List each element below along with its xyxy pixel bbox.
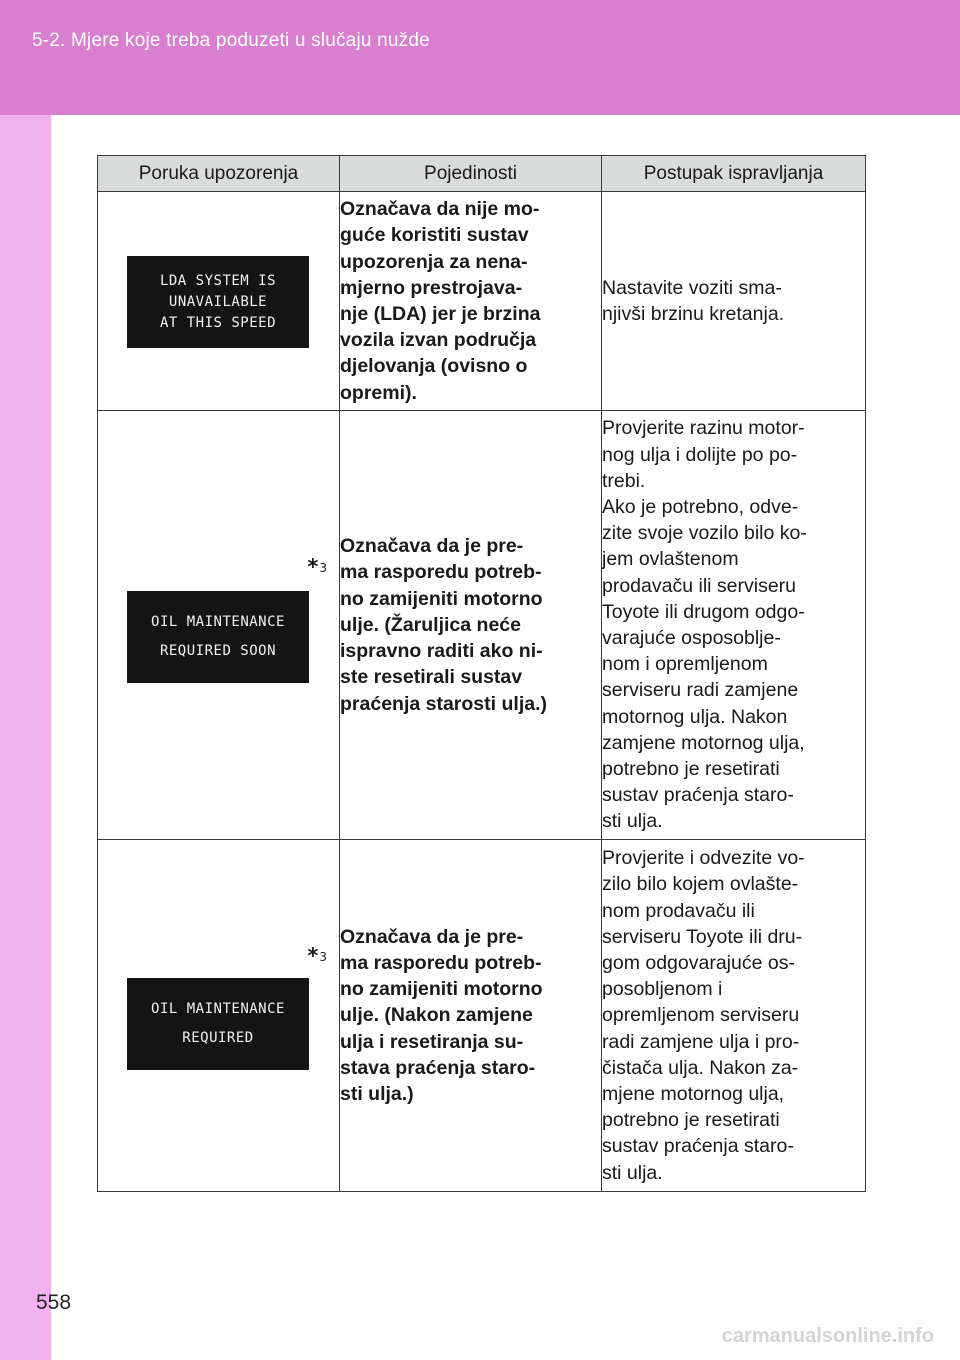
procedure-line: sustav praćenja staro- [602, 784, 794, 807]
side-strip [0, 115, 51, 1360]
procedure-line: Provjerite i odvezite vo- [602, 847, 805, 870]
details-line: no zamijeniti motorno [340, 978, 543, 1001]
details-line: nje (LDA) jer je brzina [340, 303, 541, 325]
procedure-line: čistača ulja. Nakon za- [602, 1056, 799, 1079]
footnote-number: 3 [319, 561, 327, 575]
procedure-cell [602, 411, 866, 840]
warning-display [127, 591, 309, 683]
details-line: mjerno prestrojava- [340, 276, 523, 299]
details-cell [340, 192, 602, 411]
details-line: ulje. (Nakon zamjene [340, 1004, 533, 1027]
procedure-line: radi zamjene ulja i pro- [602, 1030, 800, 1053]
procedure-cell [602, 192, 866, 411]
procedure-line: nom prodavaču ili [602, 899, 755, 922]
column-header-message: Poruka upozorenja [98, 156, 340, 192]
procedure-line: jem ovlaštenom [602, 548, 739, 571]
procedure-line: Ako je potrebno, odve- [602, 495, 799, 518]
procedure-line: motornog ulja. Nakon [602, 705, 788, 728]
column-header-procedure: Postupak ispravljanja [602, 156, 866, 192]
table-row [98, 840, 866, 1192]
procedure-line: trebi. [602, 469, 646, 492]
message-cell [98, 192, 340, 411]
details-line: ste resetirali sustav [340, 666, 523, 689]
details-line: no zamijeniti motorno [340, 587, 543, 610]
procedure-line: sti ulja. [602, 810, 663, 833]
page-number: 558 [36, 1291, 72, 1314]
procedure-line: serviseru radi zamjene [602, 679, 799, 702]
message-cell [98, 411, 340, 840]
details-line: ispravno raditi ako ni- [340, 640, 543, 663]
procedure-line: nom i opremljenom [602, 653, 768, 676]
details-line: stava praćenja staro- [340, 1056, 536, 1079]
footnote-number: 3 [319, 950, 327, 964]
procedure-line: mjene motornog ulja, [602, 1083, 785, 1105]
procedure-line: Toyote ili drugom odgo- [602, 600, 805, 623]
details-line: praćenja starosti ulja.) [340, 692, 547, 715]
display-line: OIL MAINTENANCE [151, 1001, 285, 1017]
details-line: opremi). [340, 381, 417, 404]
warning-display [127, 978, 309, 1070]
details-line: ma rasporedu potreb- [340, 561, 542, 584]
display-line: REQUIRED [182, 1030, 254, 1046]
table-row [98, 192, 866, 411]
message-cell [98, 840, 340, 1192]
procedure-line: opremljenom serviseru [602, 1004, 800, 1027]
details-line: Označava da je pre- [340, 535, 524, 558]
procedure-cell [602, 840, 866, 1192]
display-line: LDA SYSTEM IS [159, 272, 277, 289]
display-line: REQUIRED SOON [159, 643, 277, 659]
procedure-line: sustav praćenja staro- [602, 1135, 794, 1158]
procedure-line: varajuće osposoblje- [602, 627, 781, 649]
details-line: sti ulja.) [340, 1083, 414, 1105]
section-header [0, 0, 960, 115]
details-cell [340, 411, 602, 840]
procedure-line: gom odgovarajuće os- [602, 951, 795, 974]
details-line: ma rasporedu potreb- [340, 951, 542, 974]
procedure-line: sti ulja. [602, 1161, 663, 1184]
watermark: carmanualsonline.info [721, 1325, 934, 1347]
details-cell [340, 840, 602, 1192]
details-line: ulja i resetiranja su- [340, 1030, 524, 1053]
section-title: 5-2. Mjere koje treba poduzeti u slučaju nužde [32, 30, 430, 51]
warning-messages-table [97, 155, 866, 1192]
display-line: OIL MAINTENANCE [151, 614, 285, 630]
procedure-line: potrebno je resetirati [602, 1109, 780, 1132]
warning-display [127, 256, 309, 348]
details-line: ulje. (Žaruljica neće [340, 613, 521, 636]
procedure-line: prodavaču ili serviseru [602, 574, 797, 597]
procedure-line: nog ulja i dolijte po po- [602, 443, 798, 466]
details-line: Označava da nije mo- [340, 198, 540, 221]
footnote-star: $*_3$ [307, 555, 327, 579]
details-line: djelovanja (ovisno o [340, 355, 528, 378]
details-line: Označava da je pre- [340, 925, 524, 948]
details-line: guće koristiti sustav [340, 224, 529, 247]
details-line: upozorenja za nena- [340, 250, 528, 273]
procedure-line: serviseru Toyote ili dru- [602, 925, 803, 948]
display-line: UNAVAILABLE [168, 293, 268, 310]
table-header-row [98, 156, 866, 192]
procedure-line: njivši brzinu kretanja. [602, 303, 785, 325]
footnote-star: $*_3$ [307, 944, 327, 968]
procedure-line: posobljenom i [602, 978, 723, 1001]
procedure-line: Nastavite voziti sma- [602, 276, 782, 299]
column-header-details: Pojedinosti [340, 156, 602, 192]
table-row [98, 411, 866, 840]
procedure-line: zamjene motornog ulja, [602, 731, 805, 754]
procedure-line: potrebno je resetirati [602, 758, 780, 781]
display-line: AT THIS SPEED [159, 314, 277, 331]
procedure-line: Provjerite razinu motor- [602, 417, 805, 440]
details-line: vozila izvan područja [340, 329, 537, 352]
procedure-line: zite svoje vozilo bilo ko- [602, 522, 807, 545]
procedure-line: zilo bilo kojem ovlašte- [602, 873, 799, 896]
